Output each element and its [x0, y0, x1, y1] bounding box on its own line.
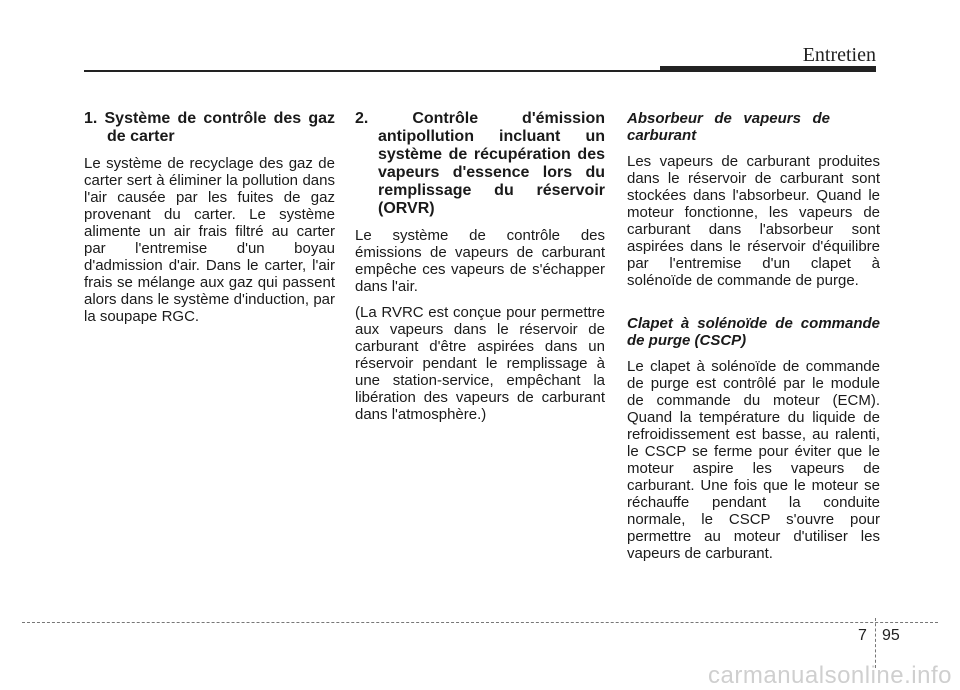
footer-divider [22, 622, 938, 623]
header-rule [84, 70, 664, 72]
page-number: 95 [882, 627, 900, 644]
column-1 [84, 110, 335, 334]
chapter-number: 7 [858, 627, 867, 644]
section-2-body-2: (La RVRC est conçue pour permettre aux vapeurs dans le réservoir de carburant d'être aspirées dans un réservoir pendant le remplissage à une station-service, empêchant la libération des vapeurs de carburant dans l'atmosphère.) [355, 304, 605, 423]
header-title: Entretien [802, 44, 876, 66]
canister-heading: Absorbeur de vapeurs de carburant [627, 110, 830, 144]
section-2-body-1: Le système de contrôle des émissions de vapeurs de carburant empêche ces vapeurs de s'échapper dans l'air. [355, 227, 605, 295]
header-rule-accent [660, 66, 876, 72]
watermark: carmanualsonline.info [708, 662, 952, 689]
section-1-heading: 1. Système de contrôle des gaz de carter [84, 110, 335, 145]
section-1-body: Le système de recyclage des gaz de carter sert à éliminer la pollution dans l'air causée par les fuites de gaz provenant du carter. Le système alimente un air frais filtré au carter par l'entremise d'un boyau d'admission d'air. Dans le carter, l'air frais se mélange aux gaz qui passent alors dans le système d'induction, par la soupape RGC. [84, 155, 335, 325]
pcsv-heading: Clapet à solénoïde de commande de purge (CSCP) [627, 315, 880, 349]
column-2 [355, 110, 605, 432]
pcsv-body: Le clapet à solénoïde de commande de purge est contrôlé par le module de commande du moteur (ECM). Quand la température du liquide de refroidissement est basse, au ralenti, le CSCP se ferme pour éviter que le moteur aspire les vapeurs de carburant. Une fois que le moteur se réchauffe pendant la conduite normale, le CSCP s'ouvre pour permettre au moteur d'utiliser les vapeurs de carburant. [627, 358, 880, 562]
footer-page-separator [875, 618, 876, 668]
column-3 [627, 110, 880, 571]
canister-body: Les vapeurs de carburant produites dans le réservoir de carburant sont stockées dans l'absorbeur. Quand le moteur fonctionne, les vapeurs de carburant dans l'absorbeur sont aspirées dans le réservoir d'équilibre par l'entremise d'un clapet à solénoïde de commande de purge. [627, 153, 880, 289]
section-2-heading: 2. Contrôle d'émission antipollution incluant un système de récupération des vapeurs d'essence lors du remplissage du réservoir (ORVR) [355, 110, 605, 217]
